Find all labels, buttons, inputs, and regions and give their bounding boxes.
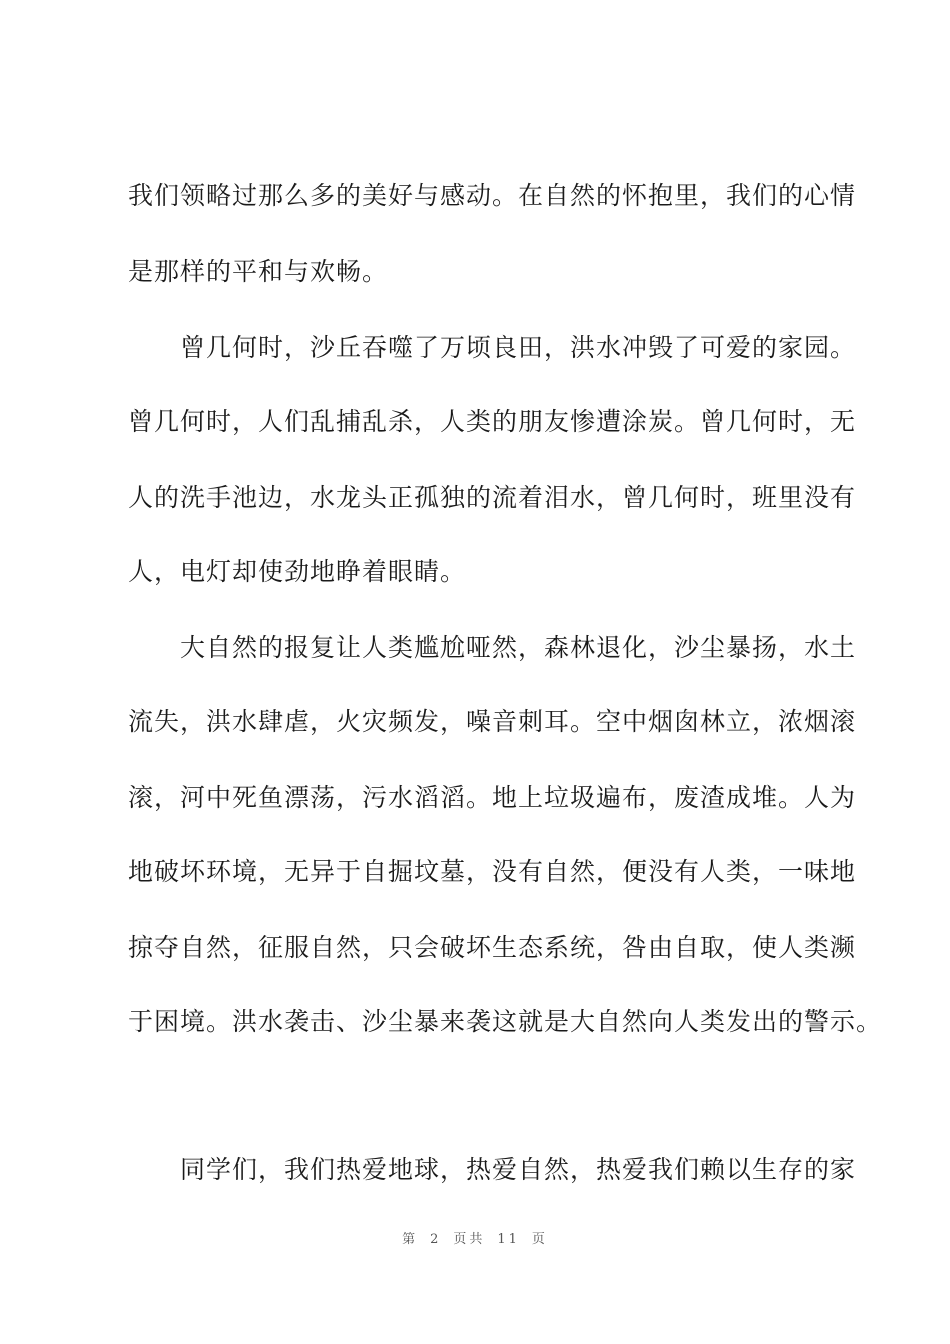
footer-di: 第 — [402, 1232, 419, 1247]
text-line: 我们领略过那么多的美好与感动。在自然的怀抱里，我们的心情 — [128, 181, 857, 210]
footer-page-number: 2 — [430, 1232, 442, 1247]
footer-total-pages: 11 — [497, 1232, 520, 1247]
text-line: 曾几何时，人们乱捕乱杀，人类的朋友惨遭涂炭。曾几何时，无 — [128, 407, 857, 436]
paragraph-start-line: 曾几何时，沙丘吞噬了万顷良田，洪水冲毁了可爱的家园。 — [180, 333, 857, 362]
text-line: 人，电灯却使劲地睁着眼睛。 — [128, 557, 467, 586]
text-line: 掠夺自然，征服自然，只会破坏生态系统，咎由自取，使人类濒 — [128, 933, 857, 962]
paragraph-start-line: 同学们，我们热爱地球，热爱自然，热爱我们赖以生存的家 — [180, 1155, 857, 1184]
text-line: 人的洗手池边，水龙头正孤独的流着泪水，曾几何时，班里没有 — [128, 483, 857, 512]
text-line: 滚，河中死鱼漂荡，污水滔滔。地上垃圾遍布，废渣成堆。人为 — [128, 783, 857, 812]
text-line: 于困境。洪水袭击、沙尘暴来袭这就是大自然向人类发出的警示。 — [128, 1007, 883, 1036]
footer-ye-gong: 页共 — [453, 1232, 486, 1247]
text-line: 地破坏环境，无异于自掘坟墓，没有自然，便没有人类，一味地 — [128, 857, 857, 886]
text-line: 是那样的平和与欢畅。 — [128, 257, 389, 286]
text-line: 流失，洪水肆虐，火灾频发，噪音刺耳。空中烟囱林立，浓烟滚 — [128, 707, 857, 736]
paragraph-start-line: 大自然的报复让人类尴尬哑然，森林退化，沙尘暴扬，水土 — [180, 633, 857, 662]
footer-ye: 页 — [531, 1232, 548, 1247]
page-footer — [0, 1228, 950, 1247]
